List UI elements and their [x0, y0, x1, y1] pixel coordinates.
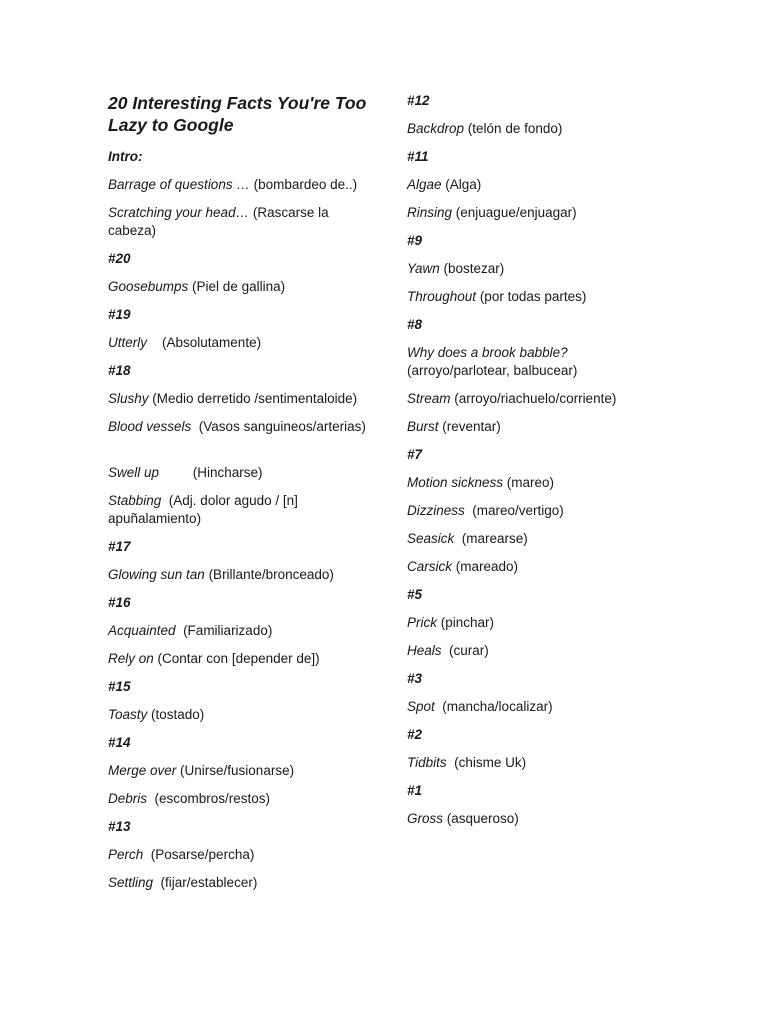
- vocab-translation: (bostezar): [439, 261, 505, 276]
- vocab-entry: [108, 706, 204, 724]
- vocab-translation: (Vasos sanguineos/arterias): [191, 419, 366, 434]
- section-heading: #2: [407, 727, 423, 742]
- vocab-term: Blood vessels: [108, 419, 192, 434]
- vocab-term: Debris: [108, 791, 148, 806]
- vocab-translation: (Posarse/percha): [143, 847, 255, 862]
- vocab-term: Settling: [108, 875, 154, 890]
- section-heading: #15: [108, 679, 131, 694]
- section-heading: #14: [108, 735, 131, 750]
- vocab-entry: [108, 390, 357, 408]
- vocab-term: Swell up: [108, 465, 160, 480]
- vocab-translation: (Contar con [depender de]): [153, 651, 320, 666]
- vocab-term: Backdrop: [407, 121, 465, 136]
- vocab-translation: (mareo): [503, 475, 555, 490]
- vocab-term: Goosebumps: [108, 279, 189, 294]
- vocab-entry: [407, 390, 616, 408]
- vocab-entry: [108, 762, 294, 780]
- section-heading: Intro:: [108, 149, 143, 164]
- vocab-term: Rinsing: [407, 205, 453, 220]
- vocab-entry: [407, 502, 564, 520]
- vocab-term: Perch: [108, 847, 144, 862]
- vocab-translation: (Piel de gallina): [188, 279, 286, 294]
- vocab-entry: [108, 334, 261, 352]
- vocab-translation: (bombardeo de..): [249, 177, 358, 192]
- vocab-entry: [407, 642, 489, 660]
- section-heading: #5: [407, 587, 423, 602]
- section-heading: #17: [108, 539, 131, 554]
- vocab-term: Slushy: [108, 391, 149, 406]
- vocab-translation: (arroyo/parlotear, balbucear): [407, 345, 578, 378]
- vocab-entry: [407, 344, 657, 380]
- section-heading: #18: [108, 363, 131, 378]
- vocab-translation: (curar): [441, 643, 489, 658]
- vocab-translation: (asqueroso): [443, 811, 519, 826]
- vocab-term: Scratching your head…: [108, 205, 250, 220]
- vocab-term: Utterly: [108, 335, 148, 350]
- vocab-entry: [407, 288, 586, 306]
- vocab-term: Spot: [407, 699, 435, 714]
- vocab-term: Dizziness: [407, 503, 465, 518]
- vocab-entry: [407, 614, 494, 632]
- vocab-translation: (Unirse/fusionarse): [176, 763, 295, 778]
- vocab-term: Algae: [407, 177, 442, 192]
- vocab-translation: (arroyo/riachuelo/corriente): [450, 391, 617, 406]
- vocab-translation: (reventar): [438, 419, 501, 434]
- vocab-entry: [407, 204, 577, 222]
- vocab-translation: (pinchar): [437, 615, 495, 630]
- vocab-translation: (Familiarizado): [175, 623, 273, 638]
- vocab-translation: (enjuague/enjuagar): [452, 205, 577, 220]
- vocab-entry: [108, 176, 357, 194]
- vocab-term: Throughout: [407, 289, 477, 304]
- section-heading: #3: [407, 671, 423, 686]
- vocab-term: Rely on: [108, 651, 154, 666]
- vocab-translation: (mareado): [452, 559, 519, 574]
- vocab-entry: [108, 650, 320, 668]
- vocab-entry: [407, 558, 518, 576]
- vocab-entry: [108, 874, 257, 892]
- vocab-translation: (tostado): [147, 707, 205, 722]
- vocab-entry: [108, 418, 370, 436]
- vocab-translation: (mareo/vertigo): [464, 503, 564, 518]
- vocab-entry: [407, 810, 519, 828]
- vocab-translation: (Rascarse la cabeza): [108, 205, 333, 238]
- vocab-term: Seasick: [407, 531, 455, 546]
- vocab-entry: [108, 204, 370, 240]
- vocab-term: Acquainted: [108, 623, 176, 638]
- vocab-entry: [407, 698, 553, 716]
- vocab-entry: [407, 474, 554, 492]
- vocab-entry: [108, 622, 272, 640]
- section-heading: #11: [407, 149, 429, 164]
- vocab-term: Heals: [407, 643, 442, 658]
- vocab-entry: [407, 260, 504, 278]
- vocab-translation: (fijar/establecer): [153, 875, 258, 890]
- vocab-translation: (Adj. dolor agudo / [n] apuñalamiento): [108, 493, 302, 526]
- vocab-translation: (Hincharse): [159, 465, 263, 480]
- vocab-term: Tidbits: [407, 755, 447, 770]
- vocab-term: Gross: [407, 811, 444, 826]
- section-heading: #9: [407, 233, 423, 248]
- vocab-entry: [407, 754, 526, 772]
- vocab-translation: (marearse): [454, 531, 528, 546]
- vocab-entry: [108, 492, 370, 528]
- section-heading: #20: [108, 251, 131, 266]
- vocab-term: Stabbing: [108, 493, 162, 508]
- vocab-entry: [108, 846, 254, 864]
- vocab-term: Yawn: [407, 261, 440, 276]
- document-title: 20 Interesting Facts You're Too Lazy to Google: [108, 93, 367, 135]
- vocab-translation: (telón de fondo): [464, 121, 563, 136]
- vocab-entry: [407, 176, 481, 194]
- vocab-translation: (mancha/localizar): [434, 699, 553, 714]
- vocab-translation: (Alga): [441, 177, 482, 192]
- vocab-term: Glowing sun tan: [108, 567, 205, 582]
- vocab-term: Toasty: [108, 707, 148, 722]
- vocab-translation: (Absolutamente): [147, 335, 262, 350]
- section-heading: #1: [407, 783, 423, 798]
- vocab-entry: [108, 566, 334, 584]
- vocab-entry: [108, 278, 285, 296]
- section-heading: #13: [108, 819, 131, 834]
- vocab-translation: (escombros/restos): [147, 791, 271, 806]
- vocab-term: Burst: [407, 419, 439, 434]
- vocab-translation: (chisme Uk): [446, 755, 527, 770]
- vocab-term: Motion sickness: [407, 475, 504, 490]
- vocab-term: Prick: [407, 615, 437, 630]
- section-heading: #16: [108, 595, 131, 610]
- vocab-term: Carsick: [407, 559, 453, 574]
- section-heading: #19: [108, 307, 131, 322]
- vocab-translation: (por todas partes): [476, 289, 587, 304]
- vocab-term: Why does a brook babble?: [407, 345, 568, 360]
- section-heading: #12: [407, 93, 430, 108]
- vocab-entry: [407, 120, 562, 138]
- vocab-entry: [108, 464, 263, 482]
- vocab-entry: [407, 530, 528, 548]
- vocab-entry: [407, 418, 501, 436]
- section-heading: #7: [407, 447, 423, 462]
- vocab-term: Barrage of questions …: [108, 177, 250, 192]
- vocab-term: Merge over: [108, 763, 177, 778]
- vocab-term: Stream: [407, 391, 451, 406]
- vocab-entry: [108, 790, 270, 808]
- section-heading: #8: [407, 317, 423, 332]
- vocab-translation: (Brillante/bronceado): [204, 567, 334, 582]
- vocab-translation: (Medio derretido /sentimentaloide): [148, 391, 358, 406]
